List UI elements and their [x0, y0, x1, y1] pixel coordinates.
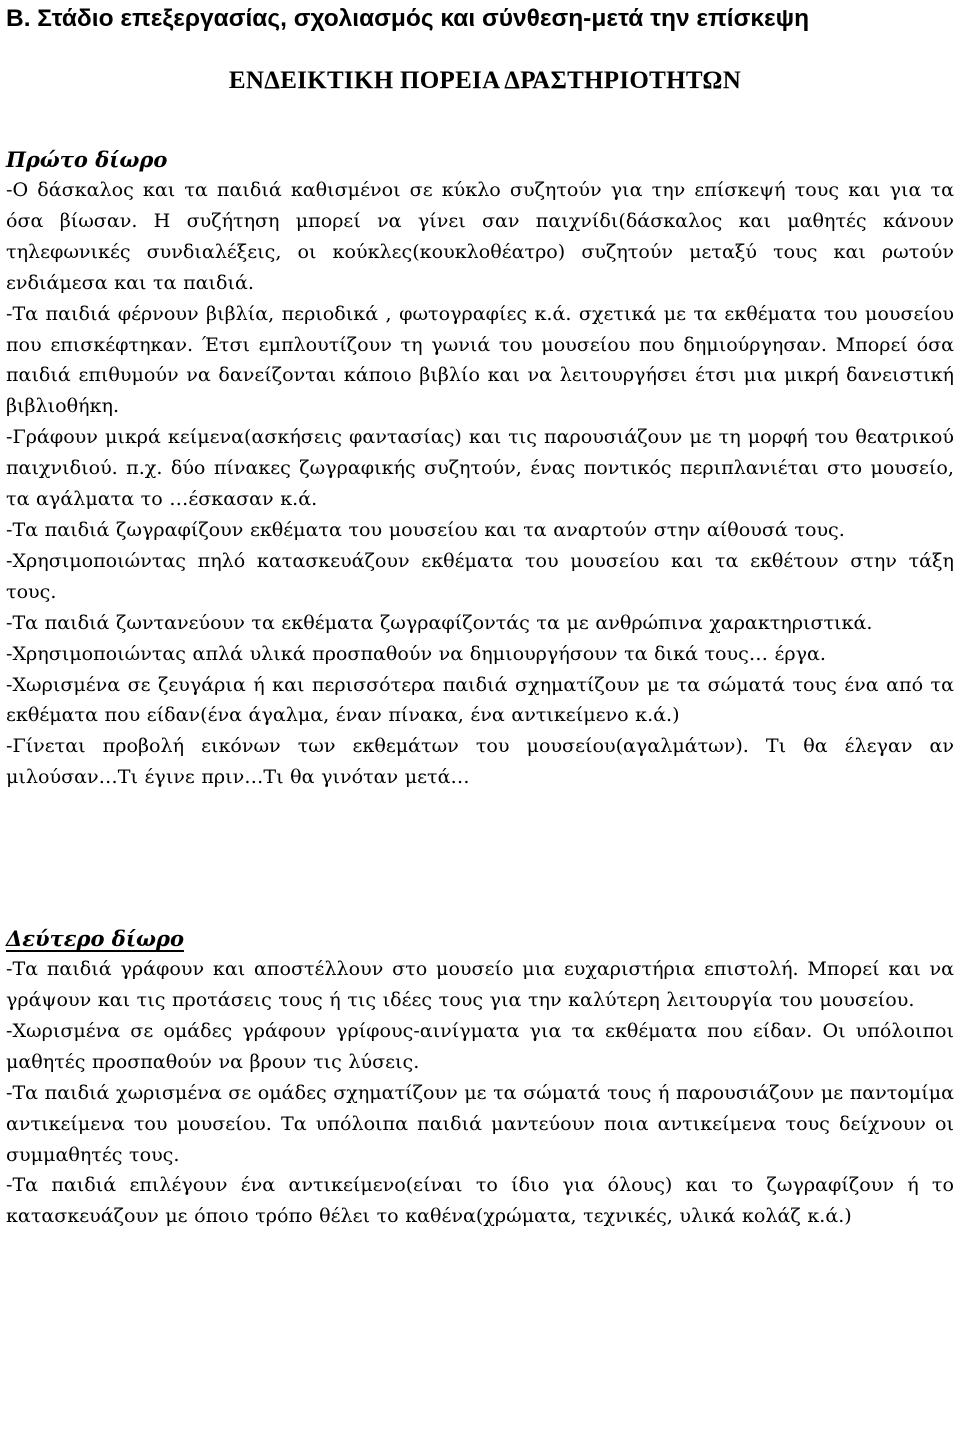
paragraph: -Γίνεται προβολή εικόνων των εκθεμάτων του μουσείου(αγαλμάτων). Τι θα έλεγαν αν μιλούσαν…Τι έγινε πριν…Τι θα γινόταν μετά… — [6, 734, 954, 789]
paragraph: -Τα παιδιά επιλέγουν ένα αντικείμενο(είναι το ίδιο για όλους) και το ζωγραφίζουν ή το κατασκευάζουν με όποιο τρόπο θέλει το καθένα(χρώματα, τεχνικές, υλικά κολάζ κ.ά.) — [6, 1173, 954, 1228]
paragraph: -Χωρισμένα σε ζευγάρια ή και περισσότερα παιδιά σχηματίζουν με τα σώματά τους ένα από τα εκθέματα που είδαν(ένα άγαλμα, έναν πίνακα, ένα αντικείμενο κ.ά.) — [6, 672, 954, 727]
paragraph: -Τα παιδιά χωρισμένα σε ομάδες σχηματίζουν με τα σώματά τους ή παρουσιάζουν με παντομίμα αντικείμενα του μουσείου. Τα υπόλοιπα παιδιά μαντεύουν ποια αντικείμενα τους δείχνουν οι συμμαθητές τους. — [6, 1080, 955, 1166]
document-page — [6, 2, 954, 1232]
paragraph: -Τα παιδιά ζωντανεύουν τα εκθέματα ζωγραφίζοντάς τα με ανθρώπινα χαρακτηριστικά. — [6, 610, 873, 634]
paragraph: -Ο δάσκαλος και τα παιδιά καθισμένοι σε κύκλο συζητούν για την επίσκεψή τους και για τα όσα βίωσαν. Η συζήτηση μπορεί να γίνει σαν παιχνίδι(δάσκαλος και μαθητές κάνουν τηλεφωνικές συνδιαλέξεις, οι κούκλες(κουκλοθέατρο) συζητούν μεταξύ τους και ρωτούν ενδιάμεσα και τα παιδιά. — [6, 178, 954, 294]
paragraph: -Χωρισμένα σε ομάδες γράφουν γρίφους-αινίγματα για τα εκθέματα που είδαν. Οι υπόλοιποι μαθητές προσπαθούν να βρουν τις λύσεις. — [6, 1018, 954, 1073]
section-first — [6, 144, 954, 793]
document-title: Β. Στάδιο επεξεργασίας, σχολιασμός και σύνθεση-μετά την επίσκεψη — [6, 5, 810, 32]
section-second — [6, 923, 954, 1232]
activities-subtitle: ΕΝΔΕΙΚΤΙΚΗ ΠΟΡΕΙΑ ΔΡΑΣΤΗΡΙΟΤΗΤΩΝ — [228, 67, 742, 94]
section-heading: Δεύτερο δίωρο — [6, 926, 184, 952]
paragraph: -Τα παιδιά ζωγραφίζουν εκθέματα του μουσείου και τα αναρτούν στην αίθουσά τους. — [6, 517, 845, 541]
section-heading: Πρώτο δίωρο — [6, 147, 168, 172]
paragraph: -Τα παιδιά γράφουν και αποστέλλουν στο μουσείο μια ευχαριστήρια επιστολή. Μπορεί και να γράψουν και τις προτάσεις τους ή τις ιδέες τους για την καλύτερη λειτουργία του μουσείου. — [6, 957, 954, 1012]
paragraph: -Χρησιμοποιώντας απλά υλικά προσπαθούν να δημιουργήσουν τα δικά τους… έργα. — [6, 641, 826, 665]
paragraph: -Γράφουν μικρά κείμενα(ασκήσεις φαντασίας) και τις παρουσιάζουν με τη μορφή του θεατρικού παιχνιδιού. π.χ. δύο πίνακες ζωγραφικής συζητούν, ένας ποντικός περιπλανιέται στο μουσείο, τα αγάλματα το …έσκασαν κ.ά. — [6, 425, 954, 511]
paragraph: -Τα παιδιά φέρνουν βιβλία, περιοδικά , φωτογραφίες κ.ά. σχετικά με τα εκθέματα του μουσείου που επισκέφτηκαν. Έτσι εμπλουτίζουν τη γωνιά του μουσείου που δημιούργησαν. Μπορεί όσα παιδιά επιθυμούν να δανείζονται κάποιο βιβλίο και να λειτουργήσει έτσι μια μικρή δανειστική βιβλιοθήκη. — [6, 301, 954, 418]
paragraph: -Χρησιμοποιώντας πηλό κατασκευάζουν εκθέματα του μουσείου και τα εκθέτουν στην τάξη τους. — [6, 548, 954, 603]
